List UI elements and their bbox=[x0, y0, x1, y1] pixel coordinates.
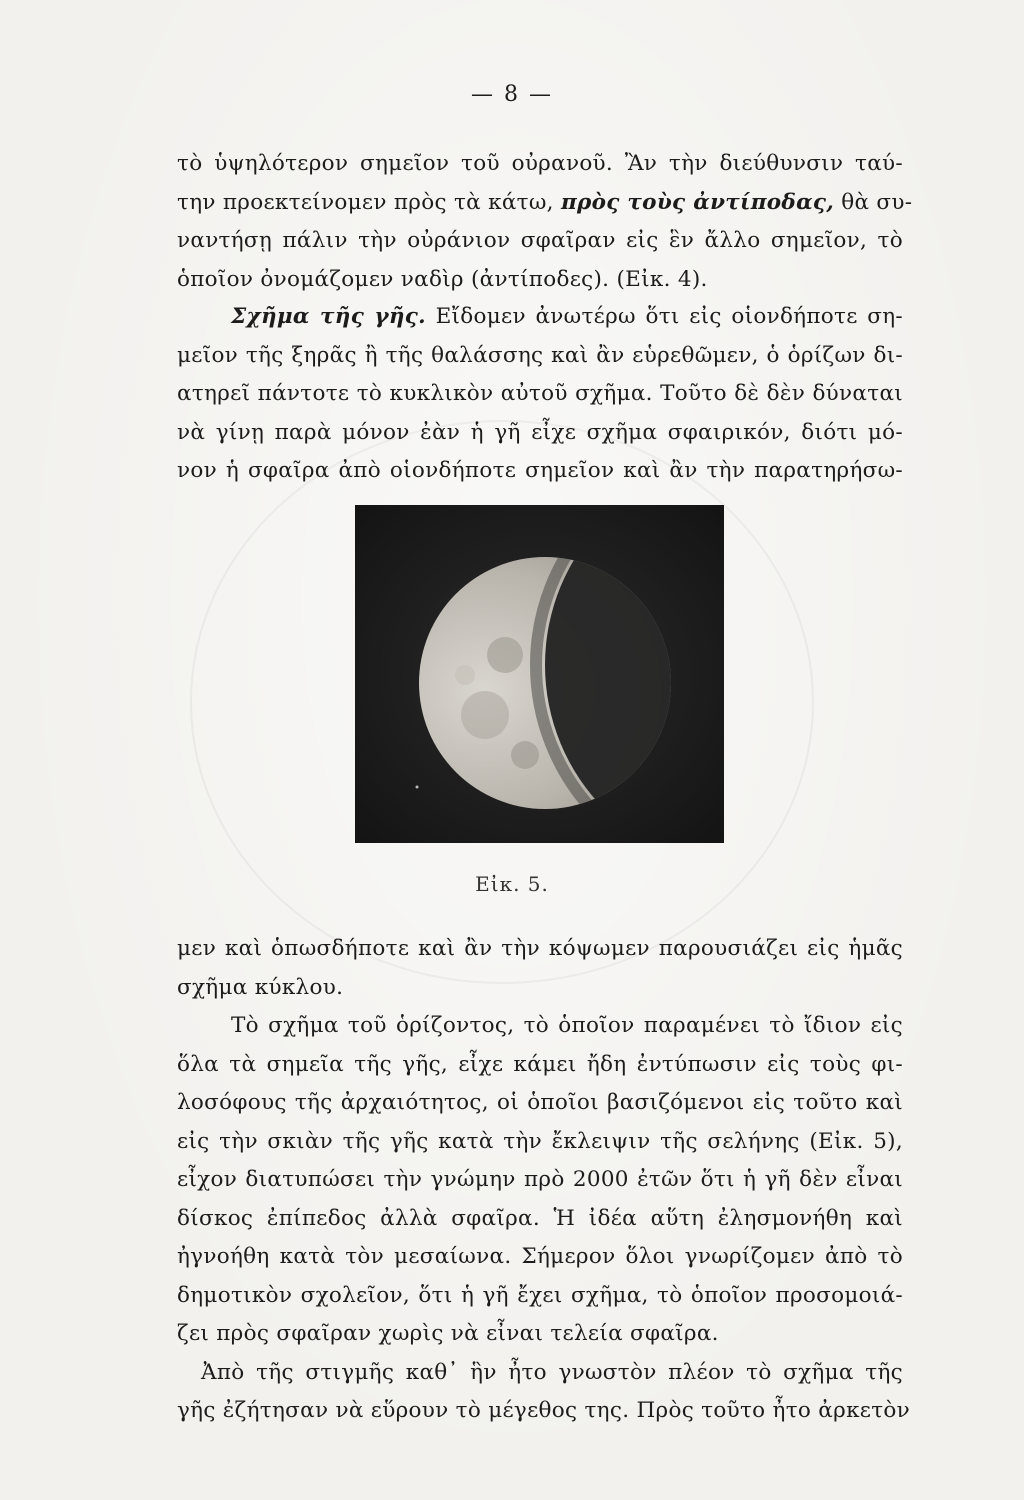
text-line: εἰς τὴν σκιὰν τῆς γῆς κατὰ τὴν ἔκλειψιν τῆς σελήνης (Εἰκ. 5), bbox=[177, 1128, 903, 1154]
text-line: νον ἡ σφαῖρα ἀπὸ οἱονδήποτε σημεῖον καὶ ἂν τὴν παρατηρήσω- bbox=[177, 458, 903, 483]
text-line: Τὸ σχῆμα τοῦ ὁρίζοντος, τὸ ὁποῖον παραμένει τὸ ἴδιον εἰς bbox=[231, 1013, 903, 1038]
lunar-eclipse-photo bbox=[355, 505, 724, 843]
bottom-text bbox=[177, 930, 911, 1431]
text-line-with-heading bbox=[177, 298, 903, 337]
eclipse-illustration bbox=[355, 505, 724, 843]
text-line: ὅλα τὰ σημεῖα τῆς γῆς, εἶχε κάμει ἤδη ἐντύπωσιν εἰς τοὺς φι- bbox=[177, 1051, 903, 1077]
text-line: γῆς ἐζήτησαν νὰ εὕρουν τὸ μέγεθος της. Πρὸς τοῦτο ἦτο ἀρκετὸν bbox=[177, 1398, 911, 1423]
text-line: σχῆμα κύκλου. bbox=[177, 974, 344, 1000]
text-line: δημοτικὸν σχολεῖον, ὅτι ἡ γῆ ἔχει σχῆμα, τὸ ὁποῖον προσομοιά- bbox=[177, 1282, 903, 1308]
text-span: Εἴδομεν ἀνωτέρω ὅτι εἰς οἱονδήποτε ση- bbox=[435, 304, 903, 329]
text-span: θὰ συ- bbox=[841, 189, 913, 215]
text-line: ὁποῖον ὀνομάζομεν ναδὶρ (ἀντίποδες). (Εἰκ. 4). bbox=[177, 266, 708, 292]
figure-caption: Εἰκ. 5. bbox=[475, 872, 549, 896]
section-heading: Σχῆμα τῆς γῆς. bbox=[231, 304, 426, 329]
text-line: Ἀπὸ τῆς στιγμῆς καθ᾽ ἣν ἦτο γνωστὸν πλέον τὸ σχῆμα τῆς bbox=[201, 1359, 903, 1385]
text-line: μεῖον τῆς ξηρᾶς ἢ τῆς θαλάσσης καὶ ἂν εὑρεθῶμεν, ὁ ὁρίζων δι- bbox=[177, 342, 903, 368]
text-line: εἶχον διατυπώσει τὴν γνώμην πρὸ 2000 ἐτῶν ὅτι ἡ γῆ δὲν εἶναι bbox=[177, 1167, 903, 1192]
text-line: ἠγνοήθη κατὰ τὸν μεσαίωνα. Σήμερον ὅλοι γνωρίζομεν ἀπὸ τὸ bbox=[177, 1244, 903, 1269]
text-line: νὰ γίνῃ παρὰ μόνον ἐὰν ἡ γῆ εἶχε σχῆμα σφαιρικόν, διότι μό- bbox=[177, 419, 903, 445]
second-paragraph bbox=[177, 298, 903, 491]
page-number: — 8 — bbox=[471, 82, 553, 107]
text-line: ναντήσῃ πάλιν τὴν οὐράνιον σφαῖραν εἰς ἓν ἄλλο σημεῖον, τὸ bbox=[177, 228, 903, 253]
text-line: ατηρεῖ πάντοτε τὸ κυκλικὸν αὐτοῦ σχῆμα. Τοῦτο δὲ δὲν δύναται bbox=[177, 381, 903, 406]
emphasis-antipodes: πρὸς τοὺς ἀντίποδας, bbox=[560, 189, 835, 215]
text-line: ζει πρὸς σφαῖραν χωρὶς νὰ εἶναι τελεία σφαῖρα. bbox=[177, 1321, 719, 1346]
text-line: τὸ ὑψηλότερον σημεῖον τοῦ οὐρανοῦ. Ἂν τὴν διεύθυνσιν ταύ- bbox=[177, 151, 903, 176]
text-line: λοσόφους τῆς ἀρχαιότητος, οἱ ὁποῖοι βασιζόμενοι εἰς τοῦτο καὶ bbox=[177, 1090, 903, 1115]
text-span: την προεκτείνομεν πρὸς τὰ κάτω, bbox=[177, 189, 554, 215]
text-line: δίσκος ἐπίπεδος ἀλλὰ σφαῖρα. Ἡ ἰδέα αὕτη ἐλησμονήθη καὶ bbox=[177, 1205, 903, 1231]
top-paragraph bbox=[177, 145, 913, 299]
photo-speck bbox=[416, 786, 419, 789]
text-line: μεν καὶ ὁπωσδήποτε καὶ ἂν τὴν κόψωμεν παρουσιάζει εἰς ἡμᾶς bbox=[177, 936, 903, 961]
text-line-with-emphasis bbox=[177, 184, 913, 223]
